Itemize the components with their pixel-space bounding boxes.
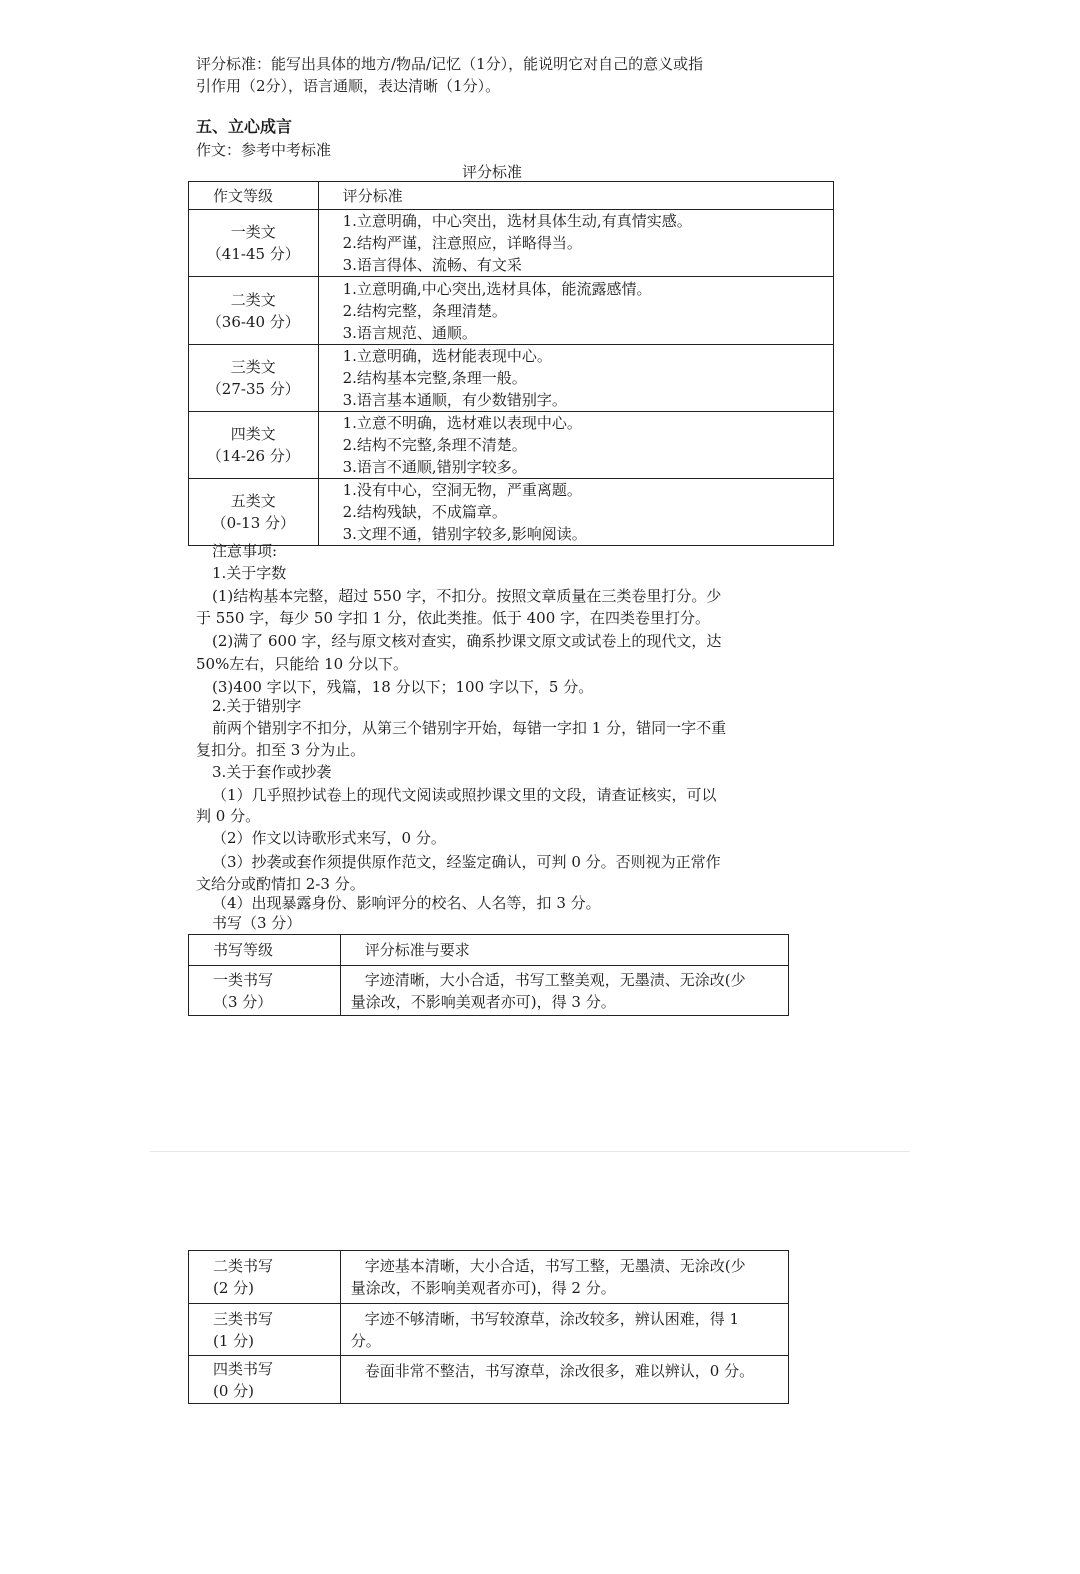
writing-level-cell: [189, 1304, 341, 1356]
writing-desc-cell: [340, 1356, 788, 1404]
essay-grading-table: [188, 181, 834, 546]
table-row: [189, 479, 834, 546]
level-name: 二类文: [230, 290, 276, 309]
writing-desc-cell: [340, 966, 788, 1016]
level-range: （36-40 分）: [206, 312, 300, 331]
writing-title: 书写（3 分）: [212, 914, 302, 932]
criterion: 3.语言基本通顺，有少数错别字。: [342, 391, 567, 409]
header-level: 作文等级: [189, 182, 319, 210]
writing-level: 四类书写: [213, 1359, 274, 1378]
writing-level-cell: [189, 1356, 341, 1404]
table-row: [189, 277, 834, 345]
criterion: 1.立意明确，中心突出，选材具体生动,有真情实感。: [342, 212, 692, 230]
header-writing-level: 书写等级: [189, 935, 341, 966]
table-row: [189, 345, 834, 412]
writing-desc: 量涂改，不影响美观者亦可)，得 2 分。: [350, 1279, 616, 1297]
copy-rule-1b: 判 0 分。: [196, 807, 261, 825]
criteria-cell: [318, 412, 833, 479]
typo-rule-b: 复扣分。扣至 3 分为止。: [196, 741, 366, 759]
criterion: 2.结构不完整,条理不清楚。: [342, 436, 527, 454]
writing-level: 二类书写: [213, 1257, 274, 1275]
writing-level: 三类书写: [213, 1309, 274, 1328]
table-row: [189, 966, 789, 1016]
intro-line-1: 评分标准：能写出具体的地方/物品/记忆（1分），能说明它对自己的意义或指: [196, 55, 704, 73]
writing-desc: 量涂改，不影响美观者亦可)，得 3 分。: [350, 992, 616, 1011]
writing-score: (2 分): [213, 1279, 255, 1297]
typo-rule-a: 前两个错别字不扣分，从第三个错别字开始，每错一字扣 1 分，错同一字不重: [212, 719, 727, 737]
writing-desc: 分。: [350, 1331, 381, 1350]
writing-grading-table-continued: [188, 1250, 789, 1404]
copy-rule-3a: （3）抄袭或套作须提供原作范文，经鉴定确认，可判 0 分。否则视为正常作: [212, 853, 721, 871]
writing-level-cell: [189, 1251, 341, 1304]
copy-rule-2: （2）作文以诗歌形式来写，0 分。: [212, 829, 446, 847]
level-name: 五类文: [230, 492, 276, 510]
level-range: （27-35 分）: [206, 380, 300, 398]
criterion: 2.结构基本完整,条理一般。: [342, 369, 527, 387]
level-cell: [189, 345, 319, 412]
table-row: [189, 1304, 789, 1356]
word-count-rule-3: (3)400 字以下，残篇，18 分以下；100 字以下，5 分。: [212, 678, 594, 696]
word-count-rule-2b: 50%左右，只能给 10 分以下。: [196, 655, 408, 673]
copy-rule-1a: （1）几乎照抄试卷上的现代文阅读或照抄课文里的文段，请查证核实，可以: [212, 786, 717, 804]
typo-title: 2.关于错别字: [212, 697, 302, 715]
level-cell: [189, 412, 319, 479]
table-row: [189, 1251, 789, 1304]
word-count-rule-1a: (1)结构基本完整，超过 550 字，不扣分。按照文章质量在三类卷里打分。少: [212, 587, 722, 605]
writing-desc: 字迹清晰，大小合适，书写工整美观，无墨渍、无涂改(少: [364, 970, 746, 989]
level-cell: [189, 277, 319, 345]
criteria-cell: [318, 210, 833, 277]
criterion: 2.结构严谨，注意照应，详略得当。: [342, 234, 582, 252]
criterion: 1.没有中心，空洞无物，严重离题。: [342, 481, 582, 499]
writing-desc: 字迹不够清晰，书写较潦草，涂改较多，辨认困难，得 1: [364, 1309, 740, 1328]
page-break-divider: [150, 1151, 910, 1152]
section-subtitle: 作文：参考中考标准: [196, 141, 332, 159]
writing-score: (1 分): [213, 1331, 255, 1350]
criteria-cell: [318, 277, 833, 345]
level-range: （0-13 分）: [211, 514, 296, 532]
criterion: 2.结构完整，条理清楚。: [342, 301, 507, 320]
writing-desc-cell: [340, 1251, 788, 1304]
table-row: [189, 1356, 789, 1404]
level-cell: [189, 210, 319, 277]
level-name: 一类文: [230, 223, 276, 241]
criteria-cell: [318, 479, 833, 546]
level-cell: [189, 479, 319, 546]
criterion: 1.立意明确，选材能表现中心。: [342, 347, 552, 365]
table-row: [189, 210, 834, 277]
table-caption: 评分标准: [462, 163, 523, 181]
criterion: 3.语言规范、通顺。: [342, 323, 477, 342]
header-writing-criteria: 评分标准与要求: [340, 935, 788, 966]
table-header-row: [189, 182, 834, 210]
level-range: （41-45 分）: [206, 245, 300, 263]
level-name: 三类文: [230, 358, 276, 376]
table-row: [189, 412, 834, 479]
writing-desc-cell: [340, 1304, 788, 1356]
criterion: 1.立意不明确，选材难以表现中心。: [342, 414, 582, 432]
section-title: 五、立心成言: [196, 117, 293, 136]
writing-desc: 卷面非常不整洁，书写潦草，涂改很多，难以辨认，0 分。: [364, 1362, 755, 1380]
word-count-title: 1.关于字数: [212, 564, 287, 582]
criterion: 3.语言得体、流畅、有文采: [342, 256, 522, 274]
criteria-cell: [318, 345, 833, 412]
writing-grading-table: [188, 934, 789, 1016]
header-criteria: 评分标准: [318, 182, 833, 210]
writing-desc: 字迹基本清晰，大小合适，书写工整，无墨渍、无涂改(少: [364, 1257, 746, 1275]
copy-rule-4: （4）出现暴露身份、影响评分的校名、人名等，扣 3 分。: [212, 894, 601, 912]
criterion: 3.文理不通，错别字较多,影响阅读。: [342, 525, 587, 543]
intro-line-2: 引作用（2分），语言通顺，表达清晰（1分）。: [196, 77, 501, 95]
copy-title: 3.关于套作或抄袭: [212, 763, 332, 781]
writing-level: 一类书写: [213, 970, 274, 989]
level-range: （14-26 分）: [206, 447, 300, 465]
level-name: 四类文: [230, 425, 276, 443]
notes-title: 注意事项:: [212, 542, 278, 560]
writing-header-row: [189, 935, 789, 966]
criterion: 3.语言不通顺,错别字较多。: [342, 458, 527, 476]
word-count-rule-1b: 于 550 字，每少 50 字扣 1 分，依此类推。低于 400 字，在四类卷里打分。: [196, 609, 711, 627]
criterion: 2.结构残缺，不成篇章。: [342, 503, 507, 521]
word-count-rule-2a: (2)满了 600 字，经与原文核对查实，确系抄课文原文或试卷上的现代文，达: [212, 632, 722, 650]
writing-score: （3 分）: [213, 992, 273, 1011]
copy-rule-3b: 文给分或酌情扣 2-3 分。: [196, 875, 365, 893]
writing-level-cell: [189, 966, 341, 1016]
writing-score: (0 分): [213, 1381, 255, 1400]
criterion: 1.立意明确,中心突出,选材具体，能流露感情。: [342, 279, 652, 298]
